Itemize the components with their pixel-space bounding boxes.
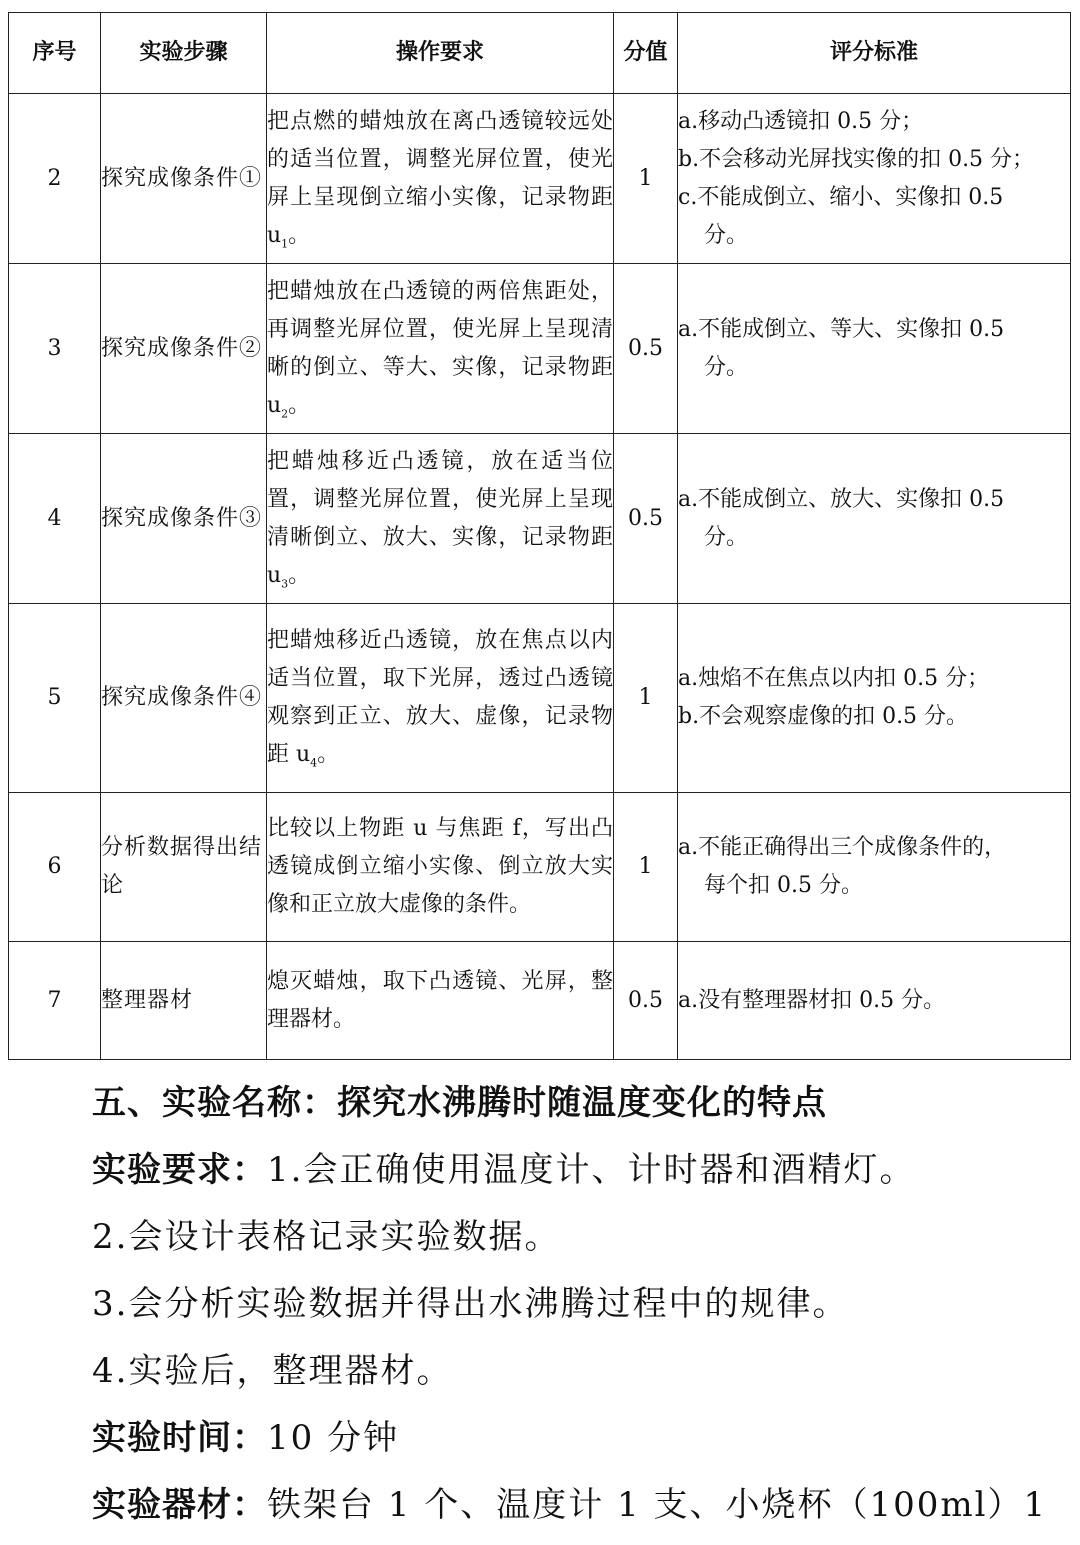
operation-end: 。 — [288, 222, 311, 248]
row-operation — [267, 264, 614, 434]
row-score: 0.5 — [614, 264, 678, 434]
row-score: 1 — [614, 94, 678, 264]
criteria-item: b.不会移动光屏找实像的扣 0.5 分； — [678, 146, 1035, 172]
experiment-section — [92, 1076, 1072, 1545]
row-operation — [267, 434, 614, 604]
row-number: 6 — [9, 793, 101, 942]
row-step: 探究成像条件① — [101, 94, 267, 264]
row-criteria — [678, 793, 1071, 942]
row-step: 整理器材 — [101, 942, 267, 1060]
row-number: 7 — [9, 942, 101, 1060]
criteria-item: a.不能成倒立、等大、实像扣 0.5 — [678, 316, 1005, 342]
criteria-item: c.不能成倒立、缩小、实像扣 0.5 — [678, 184, 1004, 210]
row-score: 1 — [614, 604, 678, 793]
operation-text: 把蜡烛移近凸透镜，放在焦点以内适当位置，取下光屏，透过凸透镜观察到正立、放大、虚像，记录物距 u — [267, 628, 613, 767]
equipment-label: 实验器材： — [92, 1485, 267, 1525]
criteria-item: b.不会观察虚像的扣 0.5 分。 — [678, 704, 969, 729]
operation-end: 。 — [288, 562, 311, 588]
row-number: 5 — [9, 604, 101, 793]
distance-subscript: 4 — [310, 756, 318, 770]
criteria-item-continued: 分。 — [704, 524, 749, 550]
requirement-item: 1.会正确使用温度计、计时器和酒精灯。 — [267, 1150, 916, 1190]
requirements-line — [92, 1143, 1072, 1210]
row-score: 1 — [614, 793, 678, 942]
header-step: 实验步骤 — [101, 13, 267, 94]
time-value: 10 分钟 — [267, 1418, 400, 1458]
criteria-item: a.不能成倒立、放大、实像扣 0.5 — [678, 486, 1005, 512]
requirement-item: 2.会设计表格记录实验数据。 — [92, 1217, 561, 1257]
operation-text: 把蜡烛移近凸透镜，放在适当位置，调整光屏位置，使光屏上呈现清晰倒立、放大、实像，记录物距 u — [267, 448, 613, 588]
operation-text: 把点燃的蜡烛放在离凸透镜较远处的适当位置，调整光屏位置，使光屏上呈现倒立缩小实像，记录物距 u — [267, 108, 613, 248]
operation-text: 把蜡烛放在凸透镜的两倍焦距处，再调整光屏位置，使光屏上呈现清晰的倒立、等大、实像，记录物距 u — [267, 278, 613, 418]
row-criteria — [678, 604, 1071, 793]
requirement-item: 3.会分析实验数据并得出水沸腾过程中的规律。 — [92, 1284, 849, 1324]
row-operation — [267, 94, 614, 264]
table-row — [9, 942, 1071, 1060]
row-number: 2 — [9, 94, 101, 264]
requirements-label: 实验要求： — [92, 1150, 267, 1190]
criteria-item: a.没有整理器材扣 0.5 分。 — [678, 987, 946, 1013]
criteria-item-continued: 分。 — [704, 354, 749, 380]
criteria-item: a.烛焰不在焦点以内扣 0.5 分； — [678, 666, 990, 691]
requirement-item: 4.实验后，整理器材。 — [92, 1351, 453, 1391]
time-label: 实验时间： — [92, 1418, 267, 1458]
distance-subscript: 3 — [281, 576, 289, 590]
row-criteria — [678, 264, 1071, 434]
row-criteria — [678, 434, 1071, 604]
row-number: 4 — [9, 434, 101, 604]
table-header-row — [9, 13, 1071, 94]
operation-end: 。 — [288, 392, 311, 418]
table-row — [9, 604, 1071, 793]
table-row — [9, 434, 1071, 604]
row-score: 0.5 — [614, 434, 678, 604]
row-step: 探究成像条件③ — [101, 434, 267, 604]
equipment-value: 铁架台 1 个、温度计 1 支、小烧杯（100ml）1 — [267, 1485, 1048, 1525]
table-row — [9, 264, 1071, 434]
operation-text: 比较以上物距 u 与焦距 f，写出凸透镜成倒立缩小实像、倒立放大实像和正立放大虚像的条件。 — [267, 816, 613, 917]
header-score: 分值 — [614, 13, 678, 94]
header-number: 序号 — [9, 13, 101, 94]
row-criteria — [678, 94, 1071, 264]
distance-subscript: 2 — [281, 406, 289, 420]
section-title: 五、实验名称：探究水沸腾时随温度变化的特点 — [92, 1083, 827, 1123]
distance-subscript: 1 — [281, 236, 289, 250]
criteria-item: a.不能正确得出三个成像条件的， — [678, 835, 1007, 860]
row-number: 3 — [9, 264, 101, 434]
header-criteria: 评分标准 — [678, 13, 1071, 94]
criteria-item-continued: 每个扣 0.5 分。 — [704, 873, 863, 898]
row-score: 0.5 — [614, 942, 678, 1060]
row-step: 分析数据得出结论 — [101, 793, 267, 942]
operation-end: 。 — [317, 742, 340, 767]
table-row — [9, 94, 1071, 264]
row-criteria — [678, 942, 1071, 1060]
operation-text: 熄灭蜡烛，取下凸透镜、光屏，整理器材。 — [267, 968, 613, 1032]
row-step: 探究成像条件② — [101, 264, 267, 434]
row-operation — [267, 942, 614, 1060]
table-row — [9, 793, 1071, 942]
header-operation: 操作要求 — [267, 13, 614, 94]
row-operation — [267, 793, 614, 942]
criteria-item: a.移动凸透镜扣 0.5 分； — [678, 108, 924, 134]
criteria-item-continued: 分。 — [704, 222, 749, 248]
time-line — [92, 1411, 1072, 1478]
row-operation — [267, 604, 614, 793]
row-step: 探究成像条件④ — [101, 604, 267, 793]
scoring-table — [8, 12, 1071, 1060]
equipment-line — [92, 1478, 1072, 1545]
